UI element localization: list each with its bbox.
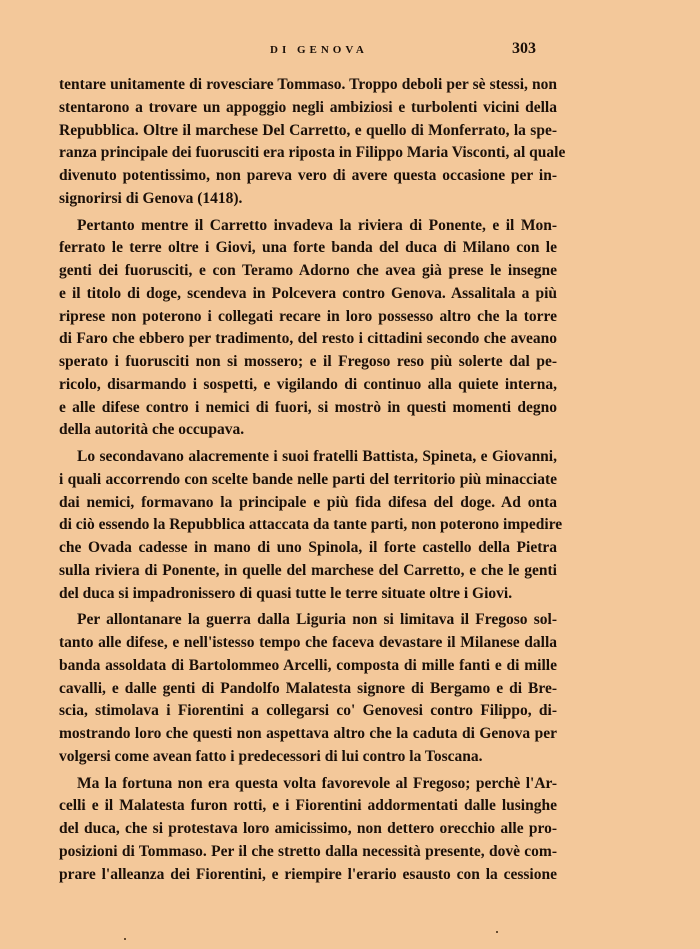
text-line: tentare unitamente di rovesciare Tommaso. Troppo deboli per sè stessi, non xyxy=(59,76,557,93)
paper-speck xyxy=(124,938,126,940)
text-line: celli e il Malatesta furon rotti, e i Fiorentini addormentati dalle lusinghe xyxy=(59,797,557,815)
text-line: scia, stimolava i Fiorentini a collegarsi co' Genovesi contro Filippo, di- xyxy=(59,702,557,720)
paper-speck xyxy=(496,931,498,933)
text-line: genti dei fuorusciti, e con Teramo Adorno che avea già prese le insegne xyxy=(59,262,557,279)
text-line: banda assoldata di Bartolommeo Arcelli, composta di mille fanti e di mille xyxy=(59,656,557,674)
text-line: Pertanto mentre il Carretto invadeva la riviera di Ponente, e il Mon- xyxy=(77,216,557,234)
text-line: che Ovada cadesse in mano di uno Spinola, il forte castello della Pietra xyxy=(59,539,557,556)
text-line: ricolo, disarmando i sospetti, e vigilando di continuo alla quiete interna, xyxy=(59,375,557,393)
text-line: Lo secondavano alacremente i suoi fratelli Battista, Spineta, e Giovanni, xyxy=(77,448,557,465)
text-line: sulla riviera di Ponente, in quelle del marchese del Carretto, e che le genti xyxy=(59,561,557,579)
text-line: del duca si impadronissero di quasi tutte le terre situate oltre i Giovi. xyxy=(59,584,513,602)
text-line: cavalli, e dalle genti di Pandolfo Malatesta signore di Bergamo e di Bre- xyxy=(59,679,557,697)
page-number: 303 xyxy=(512,40,536,57)
text-line: e il titolo di doge, scendeva in Polcevera contro Genova. Assalitala a più xyxy=(59,284,557,302)
text-line: Repubblica. Oltre il marchese Del Carretto, e quello di Monferrato, la spe- xyxy=(59,121,557,139)
text-line: del duca, che si protestava loro amicissimo, non dettero orecchio alle pro- xyxy=(59,820,557,837)
text-line: di ciò essendo la Repubblica attaccata da tante parti, non poterono impedire xyxy=(59,516,563,534)
body-text xyxy=(59,74,566,886)
paragraph xyxy=(59,773,557,887)
text-line: di Faro che ebbero per tradimento, del resto i cittadini secondo che aveano xyxy=(59,330,557,348)
text-line: posizioni di Tommaso. Per il che stretto dalla necessità presente, dovè com- xyxy=(59,842,557,860)
text-line: e alle difese contro i nemici di fuori, si mostrò in questi momenti degno xyxy=(59,398,557,416)
text-line: divenuto potentissimo, non pareva vero di avere questa occasione per in- xyxy=(59,167,557,184)
text-line: Per allontanare la guerra dalla Liguria non si limitava il Fregoso sol- xyxy=(77,611,557,629)
paragraph xyxy=(59,446,563,605)
text-line: stentarono a trovare un appoggio negli ambiziosi e turbolenti vicini della xyxy=(59,98,557,116)
text-line: Ma la fortuna non era questa volta favorevole al Fregoso; perchè l'Ar- xyxy=(77,774,557,792)
text-line: riprese non poterono i collegati recare in loro possesso altro che la torre xyxy=(59,307,557,325)
text-line: ferrato le terre oltre i Giovi, una forte banda del duca di Milano con le xyxy=(59,239,557,257)
text-line: prare l'alleanza dei Fiorentini, e riempire l'erario esausto con la cessione xyxy=(59,865,557,883)
running-head: DI GENOVA xyxy=(270,44,368,56)
paragraph xyxy=(59,215,557,443)
text-line: ranza principale dei fuorusciti era riposta in Filippo Maria Visconti, al quale xyxy=(59,144,566,162)
text-line: della autorità che occupava. xyxy=(59,421,245,439)
text-line: mostrando loro che questi non aspettava altro che la caduta di Genova per xyxy=(59,725,557,742)
text-line: dai nemici, formavano la principale e più fida difesa del doge. Ad onta xyxy=(59,493,557,511)
paragraph xyxy=(59,609,557,768)
text-line: signorirsi di Genova (1418). xyxy=(59,189,243,207)
text-line: sperato i fuorusciti non si mossero; e il Fregoso reso più solerte dal pe- xyxy=(59,353,557,370)
paragraph xyxy=(59,74,566,211)
text-line: volgersi come avean fatto i predecessori di lui contro la Toscana. xyxy=(59,747,483,765)
text-line: i quali accorrendo con scelte bande nelle parti del territorio più minacciate xyxy=(59,470,557,488)
text-line: tanto alle difese, e nell'istesso tempo che faceva devastare il Milanese dalla xyxy=(59,634,557,651)
